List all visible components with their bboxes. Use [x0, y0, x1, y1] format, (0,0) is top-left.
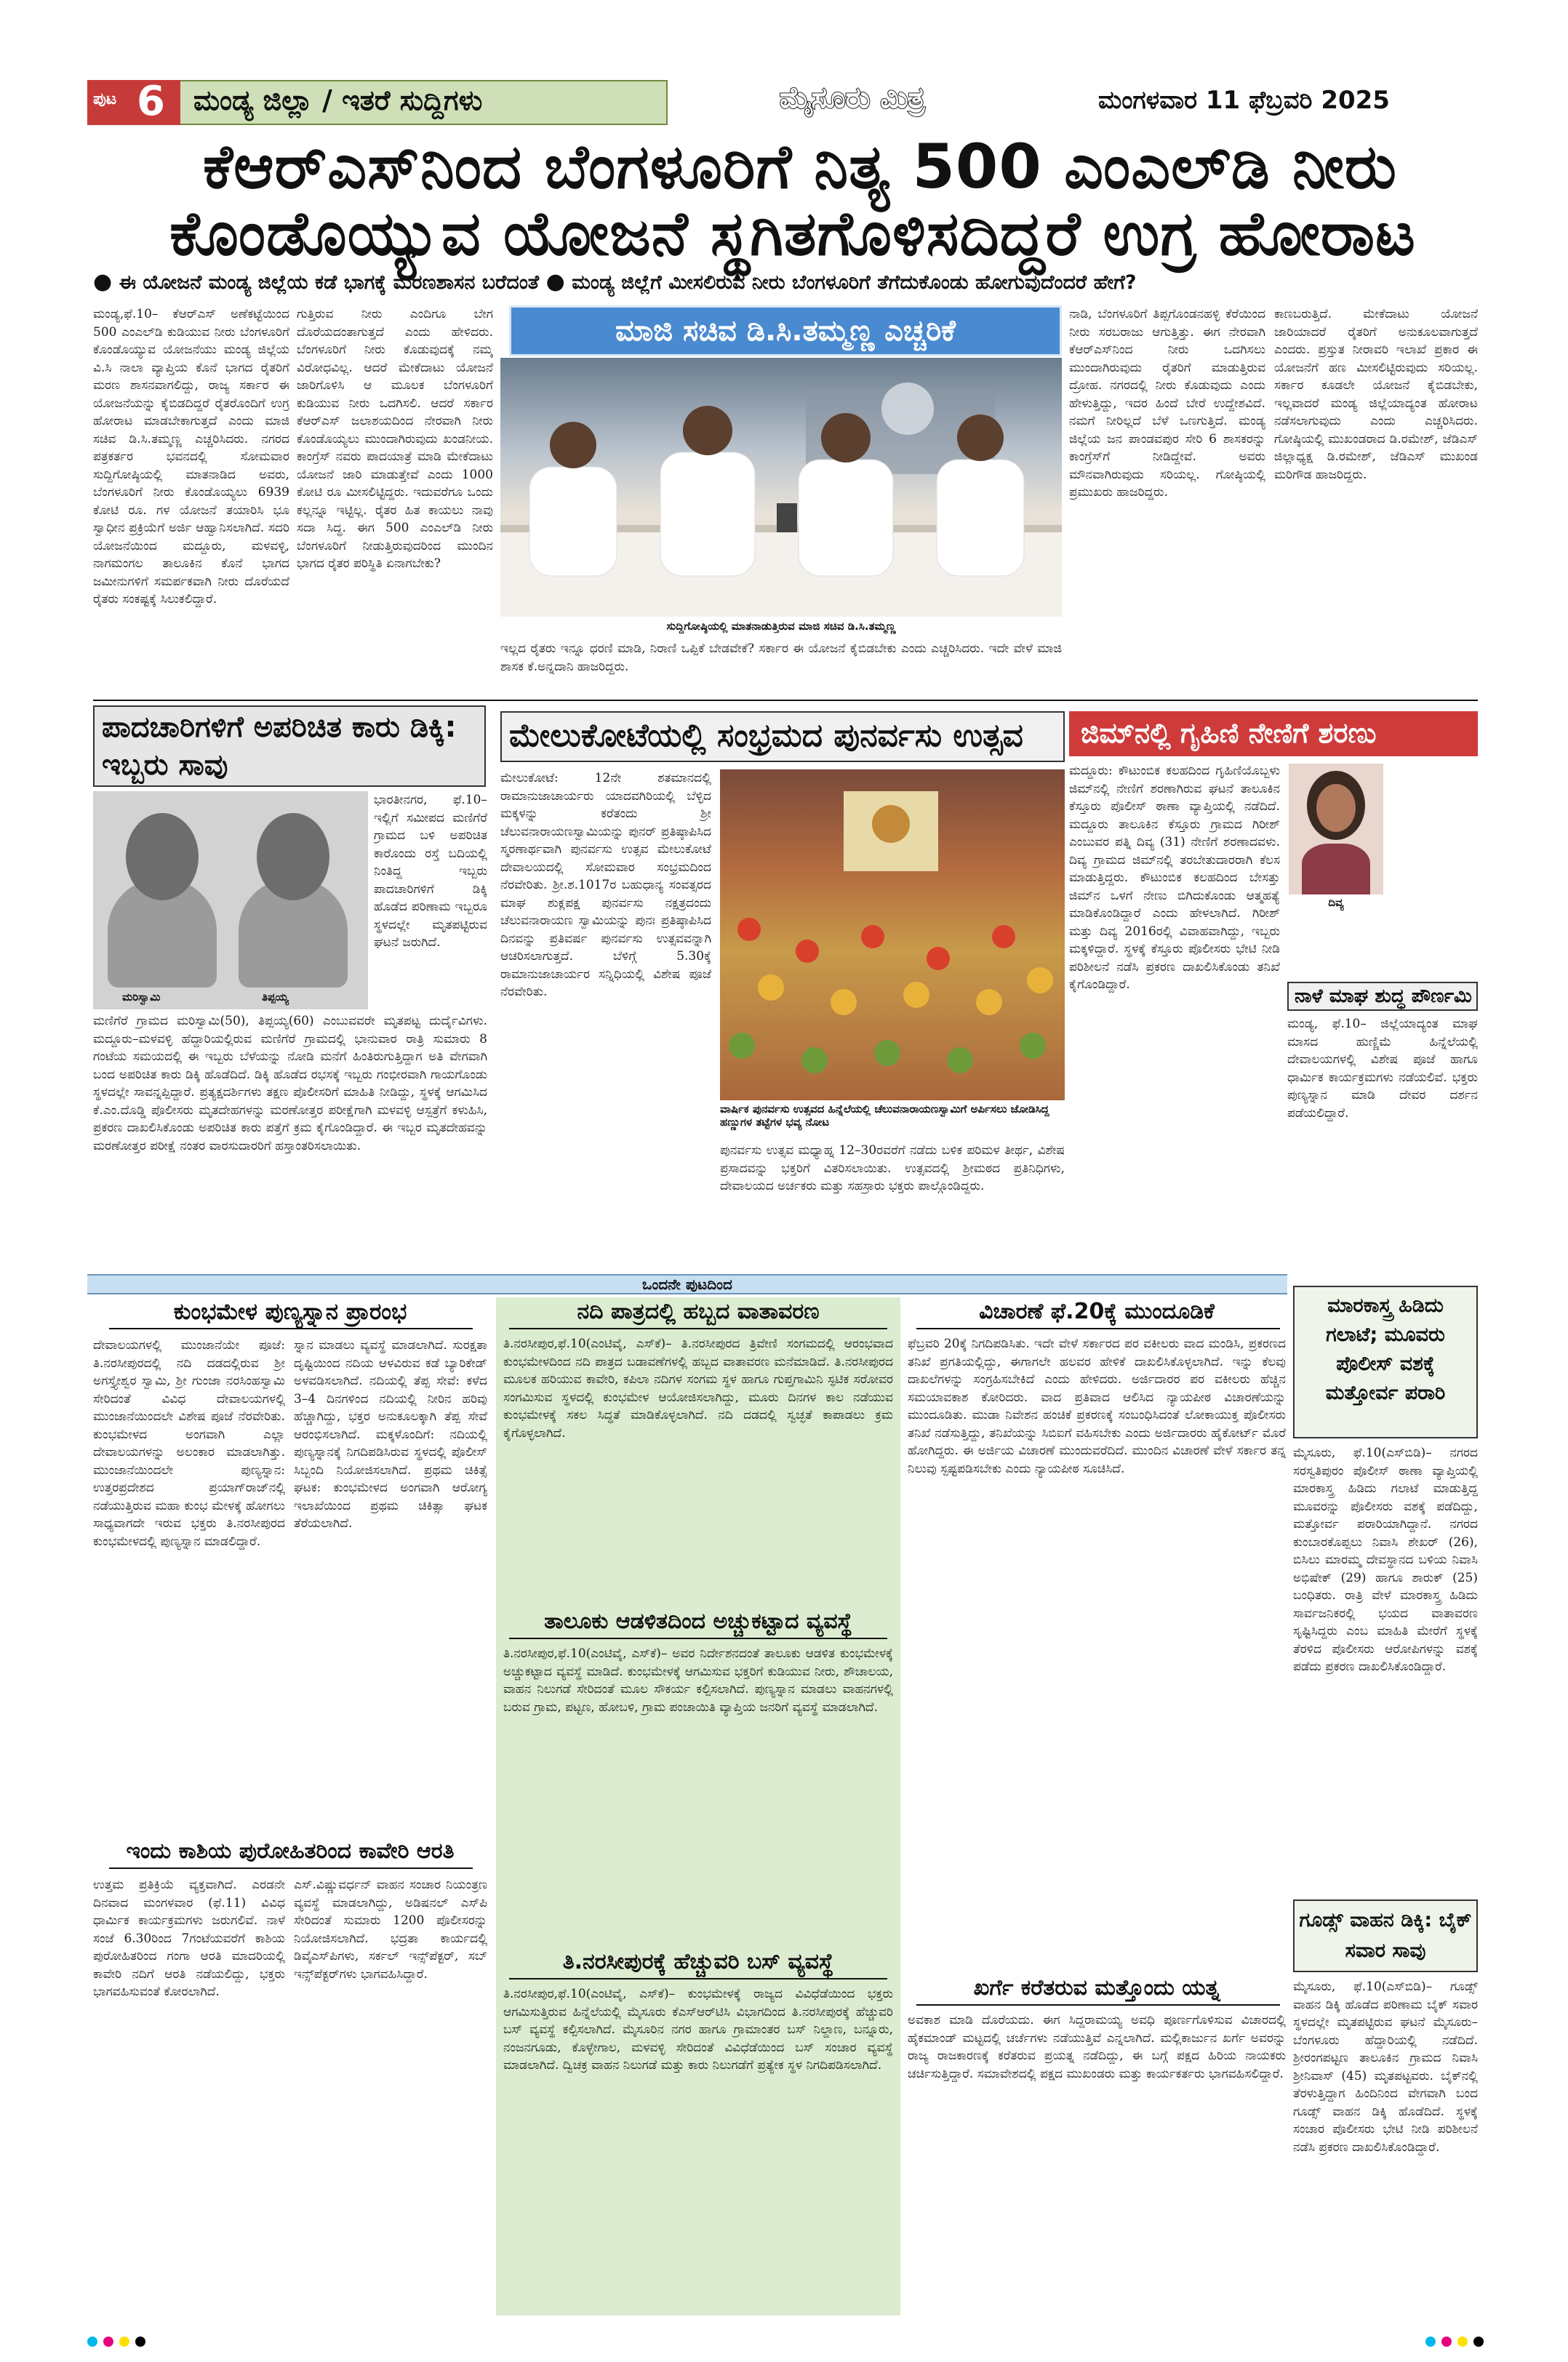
accident-photos — [93, 791, 368, 1009]
registration-dots-left — [87, 2336, 151, 2350]
cyan-dot — [87, 2337, 97, 2347]
melkote-photo-caption: ವಾರ್ಷಿಕ ಪುನರ್ವಸು ಉತ್ಸವದ ಹಿನ್ನೆಲೆಯಲ್ಲಿ ಚೆಲುವನಾರಾಯಣಸ್ವಾಮಿಗೆ ಅರ್ಪಿಸಲು ಜೋಡಿಸಿದ್ದ ಹಣ್ಣುಗಳ ತಟ್ಟೆಗಳ ಭವ್ಯ ನೋಟ — [720, 1102, 1049, 1129]
lead-headline-1: ಕೆಆರ್‌ಎಸ್‌ನಿಂದ ಬೆಂಗಳೂರಿಗೆ ನಿತ್ಯ 500 ಎಂಎಲ್‌ಡಿ ನೀರು — [203, 131, 1397, 202]
river-headline: ನದಿ ಪಾತ್ರದಲ್ಲಿ ಹಬ್ಬದ ವಾತಾವರಣ — [577, 1299, 820, 1324]
rule — [93, 700, 1478, 701]
goods-body: ಮೈಸೂರು, ಫೆ.10(ಎಸ್‌ಬಿಡಿ)– ಗೂಡ್ಸ್ ವಾಹನ ಡಿಕ್ಕಿ ಹೊಡೆದ ಪರಿಣಾಮ ಬೈಕ್ ಸವಾರ ಸ್ಥಳದಲ್ಲೇ ಮೃತಪಟ್ಟಿರುವ ಘಟನೆ ಮೈಸೂರು–ಬೆಂಗಳೂರು ಹೆದ್ದಾರಿಯಲ್ಲಿ ನಡೆದಿದೆ. ಶ್ರೀರಂಗಪಟ್ಟಣ ತಾಲೂಕಿನ ಗ್ರಾಮದ ನಿವಾಸಿ ಶ್ರೀನಿವಾಸ್ (45) ಮೃತಪಟ್ಟವರು. ಬೈಕ್‌ನಲ್ಲಿ ತೆರಳುತ್ತಿದ್ದಾಗ ಹಿಂದಿನಿಂದ ವೇಗವಾಗಿ ಬಂದ ಗೂಡ್ಸ್ ವಾಹನ ಡಿಕ್ಕಿ ಹೊಡೆದಿದೆ. ಸ್ಥಳಕ್ಕೆ ಸಂಚಾರ ಪೊಲೀಸರು ಭೇಟಿ ನೀಡಿ ಪರಿಶೀಲನೆ ನಡೆಸಿ ಪ್ರಕರಣ ದಾಖಲಿಸಿಕೊಂಡಿದ್ದಾರೆ. — [1293, 1979, 1478, 2155]
underline — [509, 1638, 887, 1639]
cyan-dot — [1425, 2337, 1436, 2347]
victim-face-2 — [257, 813, 329, 900]
masthead-logo: ಮೈಸೂರು ಮಿತ್ರ — [780, 81, 925, 115]
black-dot — [1473, 2337, 1484, 2347]
magenta-dot — [1441, 2337, 1452, 2347]
accident-side-text: ಭಾರತೀನಗರ, ಫೆ.10– ಇಲ್ಲಿಗೆ ಸಮೀಪದ ಮಣಿಗೆರೆ ಗ್ರಾಮದ ಬಳಿ ಅಪರಿಚಿತ ಕಾರೊಂದು ರಸ್ತೆ ಬದಿಯಲ್ಲಿ ನಿಂತಿದ್ದ ಇಬ್ಬರು ಪಾದಚಾರಿಗಳಿಗೆ ಡಿಕ್ಕಿ ಹೊಡೆದ ಪರಿಣಾಮ ಇಬ್ಬರೂ ಸ್ಥಳದಲ್ಲೇ ಮೃತಪಟ್ಟಿರುವ ಘಟನೆ ಜರುಗಿದೆ. — [374, 793, 487, 950]
river-body: ತಿ.ನರಸೀಪುರ,ಫೆ.10(ಎಂಟಿವೈ, ಎಸ್‌ಕೆ)– ತಿ.ನರಸೀಪುರದ ತ್ರಿವೇಣಿ ಸಂಗಮದಲ್ಲಿ ಆರಂಭವಾದ ಕುಂಭಮೇಳದಿಂದ ನದಿ ಪಾತ್ರದ ಬಡಾವಣೆಗಳಲ್ಲಿ ಹಬ್ಬದ ವಾತಾವರಣ ಮನೆಮಾಡಿದೆ. ತಿ.ನರಸೀಪುರದ ಮೂಲಕ ಹರಿಯುವ ಕಾವೇರಿ, ಕಪಿಲಾ ನದಿಗಳ ಸಂಗಮ ಸ್ಥಳ ಹಾಗೂ ಗುಪ್ತಗಾಮಿನಿ ಸ್ಫಟಿಕ ಸರೋವರ ಸಂಗಮಿಸುವ ಸ್ಥಳದಲ್ಲಿ ಕುಂಭಮೇಳ ಆಯೋಜಿಸಲಾಗಿದ್ದು, ಮೂರು ದಿನಗಳ ಕಾಲ ನಡೆಯುವ ಕುಂಭಮೇಳಕ್ಕೆ ಸಕಲ ಸಿದ್ಧತೆ ಮಾಡಿಕೊಳ್ಳಲಾಗಿದೆ. ನದಿ ದಡದಲ್ಲಿ ಸ್ವಚ್ಛತೆ ಕಾಪಾಡಲು ಕ್ರಮ ಕೈಗೊಳ್ಳಲಾಗಿದೆ. — [503, 1337, 893, 1441]
victim-name-1: ಮರಿಸ್ವಾಮಿ — [122, 990, 161, 1004]
underline — [916, 1328, 1280, 1329]
underline — [109, 1328, 473, 1329]
taluk-headline: ತಾಲೂಕು ಆಡಳಿತದಿಂದ ಅಚ್ಚುಕಟ್ಟಾದ ವ್ಯವಸ್ಥೆ — [544, 1609, 852, 1634]
gym-headline: ಜಿಮ್‌ನಲ್ಲಿ ಗೃಹಿಣಿ ನೇಣಿಗೆ ಶರಣು — [1069, 711, 1478, 756]
lead-column-4: ಕಾಣಬರುತ್ತಿದೆ. ಮೇಕೆದಾಟು ಯೋಜನೆ ಜಾರಿಯಾದರೆ ರೈತರಿಗೆ ಅನುಕೂಲವಾಗುತ್ತದೆ ಎಂದರು. ಪ್ರಸ್ತುತ ನೀರಾವರಿ ಇಲಾಖೆ ಪ್ರಕಾರ ಈ ಯೋಜನೆಗೆ ಹಣ ಮೀಸಲಿಟ್ಟಿರುವುದು ಸರಿಯಲ್ಲ. ಸರ್ಕಾರ ಕೂಡಲೇ ಯೋಜನೆ ಕೈಬಿಡಬೇಕು, ಇಲ್ಲವಾದರೆ ಮಂಡ್ಯ ಜಿಲ್ಲೆಯಾದ್ಯಂತ ಹೋರಾಟ ನಡೆಸಲಾಗುವುದು ಎಂದು ಎಚ್ಚರಿಸಿದರು. ಗೋಷ್ಠಿಯಲ್ಲಿ ಮುಖಂಡರಾದ ಡಿ.ರಮೇಶ್, ಜೆಡಿಎಸ್ ಜಿಲ್ಲಾಧ್ಯಕ್ಷ ಡಿ.ರಮೇಶ್, ಜೆಡಿಎಸ್ ಮುಖಂಡ ಮರಿಗೌಡ ಹಾಜರಿದ್ದರು. — [1274, 307, 1478, 482]
bus-body: ತಿ.ನರಸೀಪುರ,ಫೆ.10(ಎಂಟಿವೈ, ಎಸ್‌ಕೆ)– ಕುಂಭಮೇಳಕ್ಕೆ ರಾಜ್ಯದ ವಿವಿಧೆಡೆಯಿಂದ ಭಕ್ತರು ಆಗಮಿಸುತ್ತಿರುವ ಹಿನ್ನೆಲೆಯಲ್ಲಿ ಮೈಸೂರು ಕೆಎಸ್‌ಆರ್‌ಟಿಸಿ ವಿಭಾಗದಿಂದ ತಿ.ನರಸೀಪುರಕ್ಕೆ ಹೆಚ್ಚುವರಿ ಬಸ್ ವ್ಯವಸ್ಥೆ ಕಲ್ಪಿಸಲಾಗಿದೆ. ಮೈಸೂರಿನ ನಗರ ಹಾಗೂ ಗ್ರಾಮಾಂತರ ಬಸ್ ನಿಲ್ದಾಣ, ಬನ್ನೂರು, ನಂಜನಗೂಡು, ಕೊಳ್ಳೇಗಾಲ, ಮಳವಳ್ಳಿ ಸೇರಿದಂತೆ ವಿವಿಧೆಡೆಯಿಂದ ಬಸ್ ಸಂಚಾರ ವ್ಯವಸ್ಥೆ ಮಾಡಲಾಗಿದೆ. ದ್ವಿಚಕ್ರ ವಾಹನ ನಿಲುಗಡೆ ಮತ್ತು ಕಾರು ನಿಲುಗಡೆಗೆ ಪ್ರತ್ಯೇಕ ಸ್ಥಳ ನಿಗದಿಪಡಿಸಲಾಗಿದೆ. — [503, 1987, 893, 2073]
continued-band: ಒಂದನೇ ಪುಟದಿಂದ — [87, 1274, 1287, 1294]
gym-photo-name: ದಿವ್ಯ — [1328, 896, 1344, 909]
accident-headline: ಪಾದಚಾರಿಗಳಿಗೆ ಅಪರಿಚಿತ ಕಾರು ಡಿಕ್ಕಿ: ಇಬ್ಬರು ಸಾವು — [93, 705, 486, 787]
melkote-headline: ಮೇಲುಕೋಟೆಯಲ್ಲಿ ಸಂಭ್ರಮದ ಪುನರ್ವಸು ಉತ್ಸವ — [500, 711, 1065, 762]
kumbh-column-1: ದೇವಾಲಯಗಳಲ್ಲಿ ಮುಂಜಾನೆಯೇ ಪೂಜೆ: ತಿ.ನರಸೀಪುರದಲ್ಲಿ ನದಿ ದಡದಲ್ಲಿರುವ ಶ್ರೀ ಅಗಸ್ತ್ಯೇಶ್ವರ ಸ್ವಾಮಿ, ಶ್ರೀ ಗುಂಜಾ ನರಸಿಂಹಸ್ವಾಮಿ ಸೇರಿದಂತೆ ವಿವಿಧ ದೇವಾಲಯಗಳಲ್ಲಿ ಮುಂಜಾನೆಯಿಂದಲೇ ವಿಶೇಷ ಪೂಜೆ ನೆರವೇರಿತು. ಕುಂಭಮೇಳದ ಅಂಗವಾಗಿ ಎಲ್ಲಾ ದೇವಾಲಯಗಳನ್ನು ಅಲಂಕಾರ ಮಾಡಲಾಗಿತ್ತು. ಮುಂಜಾನೆಯಿಂದಲೇ ಪುಣ್ಯಸ್ನಾನ: ಉತ್ತರಪ್ರದೇಶದ ಪ್ರಯಾಗ್‌ರಾಜ್‌ನಲ್ಲಿ ನಡೆಯುತ್ತಿರುವ ಮಹಾ ಕುಂಭ ಮೇಳಕ್ಕೆ ಹೋಗಲು ಸಾಧ್ಯವಾಗದೇ ಇರುವ ಭಕ್ತರು ತಿ.ನರಸೀಪುರದ ಕುಂಭಮೇಳದಲ್ಲಿ ಪುಣ್ಯಸ್ನಾನ ಮಾಡಲಿದ್ದಾರೆ. — [93, 1338, 285, 1549]
page-label: ಪುಟ — [93, 90, 117, 108]
fruit-trays-illustration — [720, 769, 1065, 1100]
underline — [109, 1867, 473, 1869]
press-meet-illustration — [500, 358, 1062, 617]
melkote-left-text: ಮೇಲುಕೋಟೆ: 12ನೇ ಶತಮಾನದಲ್ಲಿ ರಾಮಾನುಜಾಚಾರ್ಯರು ಯಾದವಗಿರಿಯಲ್ಲಿ ಬೆಳ್ಳಿದ ಮಕ್ಕಳನ್ನು ಕರೆತಂದು ಶ್ರೀ ಚೆಲುವನಾರಾಯಣಸ್ವಾಮಿಯನ್ನು ಪುನರ್ ಪ್ರತಿಷ್ಠಾಪಿಸಿದ ಸ್ಮರಣಾರ್ಥವಾಗಿ ಪುನರ್ವಸು ಉತ್ಸವ ಮೇಲುಕೋಟೆ ದೇವಾಲಯದಲ್ಲಿ ಸೋಮವಾರ ಸಂಭ್ರಮದಿಂದ ನೆರವೇರಿತು. ಶ್ರೀ.ಶ.1017ರ ಬಹುಧಾನ್ಯ ಸಂವತ್ಸರದ ಮಾಘ ಶುಕ್ಲಪಕ್ಷ ಪುನರ್ವಸು ನಕ್ಷತ್ರದಂದು ಚೆಲುವನಾರಾಯಣ ಸ್ವಾಮಿಯನ್ನು ಪುನಃ ಪ್ರತಿಷ್ಠಾಪಿಸಿದ ದಿನವನ್ನು ಪ್ರತಿವರ್ಷ ಪುನರ್ವಸು ಉತ್ಸವವನ್ನಾಗಿ ಆಚರಿಸಲಾಗುತ್ತದೆ. ಬೆಳಿಗ್ಗೆ 5.30ಕ್ಕೆ ರಾಮಾನುಜಾಚಾರ್ಯರ ಸನ್ನಿಧಿಯಲ್ಲಿ ವಿಶೇಷ ಪೂಜೆ ನೆರವೇರಿತು. — [500, 771, 711, 999]
kumbh-headline: ಕುಂಭಮೇಳ ಪುಣ್ಯಸ್ನಾನ ಪ್ರಾರಂಭ — [173, 1299, 407, 1325]
face-shape — [1316, 784, 1356, 832]
varanasi-column-1: ಉತ್ತಮ ಪ್ರತಿಕ್ರಿಯೆ ವ್ಯಕ್ತವಾಗಿದೆ. ಎರಡನೇ ದಿನವಾದ ಮಂಗಳವಾರ (ಫೆ.11) ವಿವಿಧ ಧಾರ್ಮಿಕ ಕಾರ್ಯಕ್ರಮಗಳು ಜರುಗಲಿವೆ. ನಾಳೆ ಸಂಜೆ 6.30ರಿಂದ 7ಗಂಟೆಯವರೆಗೆ ಕಾಶಿಯ ಪುರೋಹಿತರಿಂದ ಗಂಗಾ ಆರತಿ ಮಾದರಿಯಲ್ಲಿ ಕಾವೇರಿ ನದಿಗೆ ಆರತಿ ನಡೆಯಲಿದ್ದು, ಭಕ್ತರು ಭಾಗವಹಿಸುವಂತೆ ಕೋರಲಾಗಿದೆ. — [93, 1878, 285, 1999]
pournami-headline: ನಾಳೆ ಮಾಘ ಶುದ್ಧ ಪೌರ್ಣಮಿ — [1287, 982, 1478, 1011]
varanasi-headline: ಇಂದು ಕಾಶಿಯ ಪುರೋಹಿತರಿಂದ ಕಾವೇರಿ ಆರತಿ — [126, 1838, 455, 1864]
lead-column-3: ನಾಡಿ, ಬೆಂಗಳೂರಿಗೆ ತಿಪ್ಪಗೊಂಡನಹಳ್ಳಿ ಕೆರೆಯಿಂದ ನೀರು ಸರಬರಾಜು ಆಗುತ್ತಿತ್ತು. ಈಗ ನೇರವಾಗಿ ಕೆಆರ್‌ಎಸ್‌ನಿಂದ ನೀರು ಒದಗಿಸಲು ಮುಂದಾಗಿರುವುದು ರೈತರಿಗೆ ಮಾಡುತ್ತಿರುವ ದ್ರೋಹ. ನಗರದಲ್ಲಿ ನೀರು ಕೊಡುವುದು ಎಂದು ಹೇಳುತ್ತಿದ್ದು, ಇದರ ಹಿಂದೆ ಬೇರೆ ಉದ್ದೇಶವಿದೆ. ನಮಗೆ ನೀರಿಲ್ಲದೆ ಬೆಳೆ ಒಣಗುತ್ತಿದೆ. ಮಂಡ್ಯ ಜಿಲ್ಲೆಯ ಜನ ಪಾಂಡವಪುರ ಸೇರಿ 6 ಶಾಸಕರನ್ನು ಕಾಂಗ್ರೆಸ್‌ಗೆ ನೀಡಿದ್ದೇವೆ. ಅವರು ಮೌನವಾಗಿರುವುದು ಸರಿಯಲ್ಲ. ಗೋಷ್ಠಿಯಲ್ಲಿ ಪ್ರಮುಖರು ಹಾಜರಿದ್ದರು. — [1069, 307, 1265, 500]
victim-face-1 — [126, 813, 199, 900]
yellow-dot — [1457, 2337, 1468, 2347]
section-title: ಮಂಡ್ಯ ಜಿಲ್ಲಾ / ಇತರೆ ಸುದ್ದಿಗಳು — [193, 84, 483, 116]
police-body: ಮೈಸೂರು, ಫೆ.10(ಎಸ್‌ಬಿಡಿ)– ನಗರದ ಸರಸ್ವತಿಪುರಂ ಪೊಲೀಸ್ ಠಾಣಾ ವ್ಯಾಪ್ತಿಯಲ್ಲಿ ಮಾರಕಾಸ್ತ್ರ ಹಿಡಿದು ಗಲಾಟೆ ಮಾಡುತ್ತಿದ್ದ ಮೂವರನ್ನು ಪೊಲೀಸರು ವಶಕ್ಕೆ ಪಡೆದಿದ್ದು, ಮತ್ತೋರ್ವ ಪರಾರಿಯಾಗಿದ್ದಾನೆ. ನಗರದ ಕುಂಬಾರಕೊಪ್ಪಲು ನಿವಾಸಿ ಶೇಖರ್ (26), ಬಿಸಿಲು ಮಾರಮ್ಮ ದೇವಸ್ಥಾನದ ಬಳಿಯ ನಿವಾಸಿ ಅಭಿಷೇಕ್ (29) ಹಾಗೂ ಶಾರುಕ್ (25) ಬಂಧಿತರು. ರಾತ್ರಿ ವೇಳೆ ಮಾರಕಾಸ್ತ್ರ ಹಿಡಿದು ಸಾರ್ವಜನಿಕರಲ್ಲಿ ಭಯದ ವಾತಾವರಣ ಸೃಷ್ಟಿಸಿದ್ದರು ಎಂಬ ಮಾಹಿತಿ ಮೇರೆಗೆ ಸ್ಥಳಕ್ಕೆ ತೆರಳಿದ ಪೊಲೀಸರು ಆರೋಪಿಗಳನ್ನು ವಶಕ್ಕೆ ಪಡೆದು ಪ್ರಕರಣ ದಾಖಲಿಸಿಕೊಂಡಿದ್ದಾರೆ. — [1293, 1446, 1478, 1674]
lead-under-photo-text: ಇಲ್ಲದ ರೈತರು ಇನ್ನೂ ಧರಣಿ ಮಾಡಿ, ನಿರಾಣಿ ಒಪ್ಪಿಕೆ ಬೇಡವೇಕೆ? ಸರ್ಕಾರ ಈ ಯೋಜನೆ ಕೈಬಿಡಬೇಕು ಎಂದು ಎಚ್ಚರಿಸಿದರು. ಇದೇ ವೇಳೆ ಮಾಜಿ ಶಾಸಕ ಕೆ.ಅನ್ನದಾನಿ ಹಾಜರಿದ್ದರು. — [500, 641, 1062, 674]
magenta-dot — [103, 2337, 113, 2347]
goods-headline: ಗೂಡ್ಸ್ ವಾಹನ ಡಿಕ್ಕಿ: ಬೈಕ್ ಸವಾರ ಸಾವು — [1293, 1899, 1478, 1972]
accident-body: ಮಣಿಗೆರೆ ಗ್ರಾಮದ ಮರಿಸ್ವಾಮಿ(50), ತಿಪ್ಪಯ್ಯ(60) ಎಂಬುವವರೇ ಮೃತಪಟ್ಟ ದುರ್ದೈವಿಗಳು. ಮದ್ದೂರು–ಮಳವಳ್ಳಿ ಹೆದ್ದಾರಿಯಲ್ಲಿರುವ ಮಣಿಗೆರೆ ಗ್ರಾಮದಲ್ಲಿ ಭಾನುವಾರ ರಾತ್ರಿ ಸುಮಾರು 8 ಗಂಟೆಯ ಸಮಯದಲ್ಲಿ ಈ ಇಬ್ಬರು ಬೆಳೆಯನ್ನು ನೋಡಿ ಮನೆಗೆ ಹಿಂತಿರುಗುತ್ತಿದ್ದಾಗ ಅತಿ ವೇಗವಾಗಿ ಬಂದ ಅಪರಿಚಿತ ಕಾರು ಡಿಕ್ಕಿ ಹೊಡೆದಿದೆ. ಡಿಕ್ಕಿ ಹೊಡೆದ ರಭಸಕ್ಕೆ ಇಬ್ಬರು ಗಂಭೀರವಾಗಿ ಗಾಯಗೊಂಡು ಸ್ಥಳದಲ್ಲೇ ಸಾವನ್ನಪ್ಪಿದ್ದಾರೆ. ಪ್ರತ್ಯಕ್ಷದರ್ಶಿಗಳು ತಕ್ಷಣ ಪೊಲೀಸರಿಗೆ ಮಾಹಿತಿ ನೀಡಿದ್ದು, ಸ್ಥಳಕ್ಕೆ ಆಗಮಿಸಿದ ಕೆ.ಎಂ.ದೊಡ್ಡಿ ಪೊಲೀಸರು ಮೃತದೇಹಗಳನ್ನು ಮರಣೋತ್ತರ ಪರೀಕ್ಷೆಗಾಗಿ ಮಳವಳ್ಳಿ ಆಸ್ಪತ್ರೆಗೆ ಕಳುಹಿಸಿ, ಪ್ರಕರಣ ದಾಖಲಿಸಿಕೊಂಡು ಅಪರಿಚಿತ ಕಾರು ಪತ್ತೆಗೆ ಕ್ರಮ ಕೈಗೊಂಡಿದ್ದಾರೆ. ಈ ಇಬ್ಬರ ಮೃತದೇಹವನ್ನು ಮರಣೋತ್ತರ ಪರೀಕ್ಷೆ ನಂತರ ವಾರಸುದಾರರಿಗೆ ಹಸ್ತಾಂತರಿಸಲಾಯಿತು. — [93, 1014, 487, 1153]
registration-dots-right — [1425, 2336, 1489, 2350]
kharge-headline: ಖರ್ಗೆ ಕರೆತರುವ ಮತ್ತೊಂದು ಯತ್ನ — [973, 1975, 1220, 2001]
lead-bullet-1: ಈ ಯೋಜನೆ ಮಂಡ್ಯ ಜಿಲ್ಲೆಯ ಕಡೆ ಭಾಗಕ್ಕೆ ಮರಣಶಾಸನ ಬರೆದಂತೆ — [119, 271, 540, 294]
pournami-body: ಮಂಡ್ಯ, ಫೆ.10– ಜಿಲ್ಲೆಯಾದ್ಯಂತ ಮಾಘ ಮಾಸದ ಹುಣ್ಣಿಮೆ ಹಿನ್ನೆಲೆಯಲ್ಲಿ ದೇವಾಲಯಗಳಲ್ಲಿ ವಿಶೇಷ ಪೂಜೆ ಹಾಗೂ ಧಾರ್ಮಿಕ ಕಾರ್ಯಕ್ರಮಗಳು ನಡೆಯಲಿವೆ. ಭಕ್ತರು ಪುಣ್ಯಸ್ನಾನ ಮಾಡಿ ದೇವರ ದರ್ಶನ ಪಡೆಯಲಿದ್ದಾರೆ. — [1287, 1017, 1478, 1121]
lead-column-2: ಗುತ್ತಿರುವ ನೀರು ಎಂದಿಗೂ ಬೇಗ ದೊರೆಯದಂತಾಗುತ್ತದೆ ಎಂದು ಹೇಳಿದರು. ಬೆಂಗಳೂರಿಗೆ ನೀರು ಕೊಡುವುದಕ್ಕೆ ನಮ್ಮ ವಿರೋಧವಿಲ್ಲ. ಆದರೆ ಮೇಕೆದಾಟು ಯೋಜನೆ ಜಾರಿಗೊಳಿಸಿ ಆ ಮೂಲಕ ಬೆಂಗಳೂರಿಗೆ ಕುಡಿಯುವ ನೀರು ಒದಗಿಸಲಿ. ಆದರೆ ಸರ್ಕಾರ ಕೆಆರ್‌ಎಸ್ ಜಲಾಶಯದಿಂದ ನೇರವಾಗಿ ನೀರು ಕೊಂಡೊಯ್ಯಲು ಮುಂದಾಗಿರುವುದು ಖಂಡನೀಯ. ಕಾಂಗ್ರೆಸ್ ನವರು ಪಾದಯಾತ್ರೆ ಮಾಡಿ ಮೇಕೆದಾಟು ಯೋಜನೆ ಜಾರಿ ಮಾಡುತ್ತೇವೆ ಎಂದು 1000 ಕೋಟಿ ರೂ ಮೀಸಲಿಟ್ಟಿದ್ದರು. ಇದುವರೆಗೂ ಒಂದು ಕಲ್ಲನ್ನೂ ಇಟ್ಟಿಲ್ಲ. ರೈತರ ಹಿತ ಕಾಯಲು ನಾವು ಸದಾ ಸಿದ್ಧ. ಈಗ 500 ಎಂಎಲ್‌ಡಿ ನೀರು ಬೆಂಗಳೂರಿಗೆ ನೀಡುತ್ತಿರುವುದರಿಂದ ಮುಂದಿನ ಭಾಗದ ರೈತರ ಪರಿಸ್ಥಿತಿ ಏನಾಗಬೇಕು? — [297, 307, 493, 571]
taluk-body: ತಿ.ನರಸೀಪುರ,ಫೆ.10(ಎಂಟಿವೈ, ಎಸ್‌ಕೆ)– ಅವರ ನಿರ್ದೇಶನದಂತೆ ತಾಲೂಕು ಆಡಳಿತ ಕುಂಭಮೇಳಕ್ಕೆ ಅಚ್ಚುಕಟ್ಟಾದ ವ್ಯವಸ್ಥೆ ಮಾಡಿದೆ. ಕುಂಭಮೇಳಕ್ಕೆ ಆಗಮಿಸುವ ಭಕ್ತರಿಗೆ ಕುಡಿಯುವ ನೀರು, ಶೌಚಾಲಯ, ವಾಹನ ನಿಲುಗಡೆ ಸೇರಿದಂತೆ ಮೂಲ ಸೌಕರ್ಯ ಕಲ್ಪಿಸಲಾಗಿದೆ. ಪುಣ್ಯಸ್ನಾನ ಮಾಡಲು ವಾಹನಗಳಲ್ಲಿ ಬರುವ ಗ್ರಾಮ, ಪಟ್ಟಣ, ಹೋಬಳಿ, ಗ್ರಾಮ ಪಂಚಾಯಿತಿ ವ್ಯಾಪ್ತಿಯ ಜನರಿಗೆ ವ್ಯವಸ್ಥೆ ಮಾಡಲಾಗಿದೆ. — [503, 1646, 893, 1715]
kumbh-column-2: ಸ್ನಾನ ಮಾಡಲು ವ್ಯವಸ್ಥೆ ಮಾಡಲಾಗಿದೆ. ಸುರಕ್ಷತಾ ದೃಷ್ಟಿಯಿಂದ ನದಿಯ ಆಳವಿರುವ ಕಡೆ ಬ್ಯಾರಿಕೇಡ್ ಅಳವಡಿಸಲಾಗಿದೆ. ನದಿಯಲ್ಲಿ ತೆಪ್ಪ ಸೇವೆ: ಕಳೆದ 3–4 ದಿನಗಳಿಂದ ನದಿಯಲ್ಲಿ ನೀರಿನ ಹರಿವು ಹೆಚ್ಚಾಗಿದ್ದು, ಭಕ್ತರ ಅನುಕೂಲಕ್ಕಾಗಿ ತೆಪ್ಪ ಸೇವೆ ಆರಂಭಿಸಲಾಗಿದೆ. ಮಕ್ಕಳೊಂದಿಗೆ: ನದಿಯಲ್ಲಿ ಪುಣ್ಯಸ್ನಾನಕ್ಕೆ ನಿಗದಿಪಡಿಸಿರುವ ಸ್ಥಳದಲ್ಲಿ ಪೊಲೀಸ್ ಸಿಬ್ಬಂದಿ ನಿಯೋಜಿಸಲಾಗಿದೆ. ಪ್ರಥಮ ಚಿಕಿತ್ಸೆ ಘಟಕ: ಕುಂಭಮೇಳದ ಅಂಗವಾಗಿ ಆರೋಗ್ಯ ಇಲಾಖೆಯಿಂದ ಪ್ರಥಮ ಚಿಕಿತ್ಸಾ ಘಟಕ ತೆರೆಯಲಾಗಿದೆ. — [294, 1338, 487, 1531]
underline — [916, 2004, 1280, 2006]
dateline: ಮಂಗಳವಾರ 11 ಫೆಬ್ರವರಿ 2025 — [1098, 86, 1390, 115]
lead-photo-caption: ಸುದ್ದಿಗೋಷ್ಠಿಯಲ್ಲಿ ಮಾತನಾಡುತ್ತಿರುವ ಮಾಜಿ ಸಚಿವ ಡಿ.ಸಿ.ತಮ್ಮಣ್ಣ — [666, 620, 896, 633]
melkote-right-text: ಪುನರ್ವಸು ಉತ್ಸವ ಮಧ್ಯಾಹ್ನ 12–30ರವರೆಗೆ ನಡೆದು ಬಳಿಕ ಪರಿಮಳ ತೀರ್ಥ, ವಿಶೇಷ ಪ್ರಸಾದವನ್ನು ಭಕ್ತರಿಗೆ ವಿತರಿಸಲಾಯಿತು. ಉತ್ಸವದಲ್ಲಿ ಶ್ರೀಮಠದ ಪ್ರತಿನಿಧಿಗಳು, ದೇವಾಲಯದ ಅರ್ಚಕರು ಮತ್ತು ಸಹಸ್ರಾರು ಭಕ್ತರು ಪಾಲ್ಗೊಂಡಿದ್ದರು. — [720, 1143, 1065, 1193]
inquiry-body: ಫೆಬ್ರವರಿ 20ಕ್ಕೆ ನಿಗದಿಪಡಿಸಿತು. ಇದೇ ವೇಳೆ ಸರ್ಕಾರದ ಪರ ವಕೀಲರು ವಾದ ಮಂಡಿಸಿ, ಪ್ರಕರಣದ ತನಿಖೆ ಪ್ರಗತಿಯಲ್ಲಿದ್ದು, ಈಗಾಗಲೇ ಹಲವರ ಹೇಳಿಕೆ ದಾಖಲಿಸಿಕೊಳ್ಳಲಾಗಿದೆ. ಇನ್ನು ಕೆಲವು ದಾಖಲೆಗಳನ್ನು ಸಂಗ್ರಹಿಸಬೇಕಿದೆ ಎಂದು ಹೇಳಿದರು. ಅರ್ಜಿದಾರರ ಪರ ವಕೀಲರು ಹೆಚ್ಚಿನ ಸಮಯಾವಕಾಶ ಕೋರಿದರು. ವಾದ ಪ್ರತಿವಾದ ಆಲಿಸಿದ ನ್ಯಾಯಪೀಠ ವಿಚಾರಣೆಯನ್ನು ಮುಂದೂಡಿತು. ಮುಡಾ ನಿವೇಶನ ಹಂಚಿಕೆ ಪ್ರಕರಣಕ್ಕೆ ಸಂಬಂಧಿಸಿದಂತೆ ಲೋಕಾಯುಕ್ತ ಪೊಲೀಸರು ತನಿಖೆ ನಡೆಸುತ್ತಿದ್ದು, ತನಿಖೆಯನ್ನು ಸಿಬಿಐಗೆ ವಹಿಸಬೇಕು ಎಂದು ಅರ್ಜಿದಾರರು ಹೈಕೋರ್ಟ್ ಮೊರೆ ಹೋಗಿದ್ದರು. ಈ ಅರ್ಜಿಯ ವಿಚಾರಣೆ ಮುಂದುವರೆದಿದೆ. ಮುಂದಿನ ವಿಚಾರಣೆ ವೇಳೆ ಸರ್ಕಾರ ತನ್ನ ನಿಲುವು ಸ್ಪಷ್ಟಪಡಿಸಬೇಕು ಎಂದು ನ್ಯಾಯಪೀಠ ಸೂಚಿಸಿದೆ. — [908, 1337, 1286, 1476]
bus-headline: ತಿ.ನರಸೀಪುರಕ್ಕೆ ಹೆಚ್ಚುವರಿ ಬಸ್ ವ್ಯವಸ್ಥೆ — [562, 1949, 834, 1974]
black-dot — [135, 2337, 145, 2347]
bullet-icon: ● — [545, 269, 565, 295]
kharge-body: ಅವಕಾಶ ಮಾಡಿ ದೊರೆಯದು. ಈಗ ಸಿದ್ದರಾಮಯ್ಯ ಅವಧಿ ಪೂರ್ಣಗೊಳಿಸುವ ವಿಚಾರದಲ್ಲಿ ಹೈಕಮಾಂಡ್ ಮಟ್ಟದಲ್ಲಿ ಚರ್ಚೆಗಳು ನಡೆಯುತ್ತಿವೆ ಎನ್ನಲಾಗಿದೆ. ಮಲ್ಲಿಕಾರ್ಜುನ ಖರ್ಗೆ ಅವರನ್ನು ರಾಜ್ಯ ರಾಜಕಾರಣಕ್ಕೆ ಕರೆತರುವ ಪ್ರಯತ್ನ ನಡೆದಿದ್ದು, ಈ ಬಗ್ಗೆ ಪಕ್ಷದ ಹಿರಿಯ ನಾಯಕರು ಚರ್ಚಿಸುತ್ತಿದ್ದಾರೆ. ಸಮಾವೇಶದಲ್ಲಿ ಪಕ್ಷದ ಮುಖಂಡರು ಮತ್ತು ಕಾರ್ಯಕರ್ತರು ಭಾಗವಹಿಸಲಿದ್ದಾರೆ. — [908, 2013, 1286, 2081]
underline — [509, 1978, 887, 1979]
inquiry-headline: ವಿಚಾರಣೆ ಫೆ.20ಕ್ಕೆ ಮುಂದೂಡಿಕೆ — [979, 1299, 1215, 1324]
page-number: 6 — [137, 78, 165, 125]
underline — [509, 1328, 887, 1329]
lead-headline-2: ಕೊಂಡೊಯ್ಯುವ ಯೋಜನೆ ಸ್ಥಗಿತಗೊಳಿಸದಿದ್ದರೆ ಉಗ್ರ ಹೋರಾಟ — [169, 198, 1416, 269]
photo-banner: ಮಾಜಿ ಸಚಿವ ಡಿ.ಸಿ.ತಮ್ಮಣ್ಣ ಎಚ್ಚರಿಕೆ — [509, 305, 1062, 356]
varanasi-column-2: ಎಸ್.ವಿಷ್ಣುವರ್ಧನ್ ವಾಹನ ಸಂಚಾರ ನಿಯಂತ್ರಣ ವ್ಯವಸ್ಥೆ ಮಾಡಲಾಗಿದ್ದು, ಅಡಿಷನಲ್ ಎಸ್‌ಪಿ ಸೇರಿದಂತೆ ಸುಮಾರು 1200 ಪೊಲೀಸರನ್ನು ನಿಯೋಜಿಸಲಾಗಿದೆ. ಭದ್ರತಾ ಕಾರ್ಯದಲ್ಲಿ ಡಿವೈಎಸ್‌ಪಿಗಳು, ಸರ್ಕಲ್ ಇನ್ಸ್‌ಪೆಕ್ಟರ್, ಸಬ್ ಇನ್ಸ್‌ಪೆಕ್ಟರ್‌ಗಳು ಭಾಗವಹಿಸಿದ್ದಾರೆ. — [294, 1878, 487, 1982]
gym-victim-photo — [1289, 764, 1383, 894]
body-shape — [1302, 844, 1370, 894]
lead-bullet-2: ಮಂಡ್ಯ ಜಿಲ್ಲೆಗೆ ಮೀಸಲಿರುವ ನೀರು ಬೆಂಗಳೂರಿಗೆ ತೆಗೆದುಕೊಂಡು ಹೋಗುವುದೆಂದರೆ ಹೇಗೆ? — [572, 271, 1137, 294]
lead-column-1: ಮಂಡ್ಯ,ಫೆ.10– ಕೆಆರ್‌ಎಸ್ ಅಣೆಕಟ್ಟೆಯಿಂದ 500 ಎಂಎಲ್‌ಡಿ ಕುಡಿಯುವ ನೀರು ಬೆಂಗಳೂರಿಗೆ ಕೊಂಡೊಯ್ಯುವ ಯೋಜನೆಯು ಮಂಡ್ಯ ಜಿಲ್ಲೆಯ ವಿ.ಸಿ ನಾಲಾ ವ್ಯಾಪ್ತಿಯ ಕೊನೆ ಭಾಗದ ರೈತರಿಗೆ ಮರಣ ಶಾಸನವಾಗಲಿದ್ದು, ರಾಜ್ಯ ಸರ್ಕಾರ ಈ ಯೋಜನೆಯನ್ನು ಕೈಬಿಡದಿದ್ದರೆ ರೈತರೊಂದಿಗೆ ಉಗ್ರ ಹೋರಾಟ ಮಾಡಬೇಕಾಗುತ್ತದೆ ಎಂದು ಮಾಜಿ ಸಚಿವ ಡಿ.ಸಿ.ತಮ್ಮಣ್ಣ ಎಚ್ಚರಿಸಿದರು. ನಗರದ ಪತ್ರಕರ್ತರ ಭವನದಲ್ಲಿ ಸೋಮವಾರ ಸುದ್ದಿಗೋಷ್ಠಿಯಲ್ಲಿ ಮಾತನಾಡಿದ ಅವರು, ಬೆಂಗಳೂರಿಗೆ ನೀರು ಕೊಂಡೊಯ್ಯಲು 6939 ಕೋಟಿ ರೂ. ಗಳ ಯೋಜನೆ ತಯಾರಿಸಿ ಭೂ ಸ್ವಾಧೀನ ಪ್ರಕ್ರಿಯೆಗೆ ಅರ್ಜಿ ಆಹ್ವಾನಿಸಲಾಗಿದೆ. ಸದರಿ ಯೋಜನೆಯಿಂದ ಮದ್ದೂರು, ಮಳವಳ್ಳಿ, ನಾಗಮಂಗಲ ತಾಲೂಕಿನ ಕೊನೆ ಭಾಗದ ಜಮೀನುಗಳಿಗೆ ಸಮರ್ಪಕವಾಗಿ ನೀರು ದೊರೆಯದೆ ರೈತರು ಸಂಕಷ್ಟಕ್ಕೆ ಸಿಲುಕಲಿದ್ದಾರೆ. — [93, 307, 289, 606]
gym-body: ಮದ್ದೂರು: ಕೌಟುಂಬಿಕ ಕಲಹದಿಂದ ಗೃಹಿಣಿಯೊಬ್ಬಳು ಜಿಮ್‌ನಲ್ಲಿ ನೇಣಿಗೆ ಶರಣಾಗಿರುವ ಘಟನೆ ತಾಲೂಕಿನ ಕೆಸ್ತೂರು ಪೊಲೀಸ್ ಠಾಣಾ ವ್ಯಾಪ್ತಿಯಲ್ಲಿ ನಡೆದಿದೆ. ಮದ್ದೂರು ತಾಲೂಕಿನ ಕೆಸ್ತೂರು ಗ್ರಾಮದ ಗಿರೀಶ್ ಎಂಬುವರ ಪತ್ನಿ ದಿವ್ಯ (31) ನೇಣಿಗೆ ಶರಣಾದವಳು. ದಿವ್ಯ ಗ್ರಾಮದ ಜಿಮ್‌ನಲ್ಲಿ ತರಬೇತುದಾರರಾಗಿ ಕೆಲಸ ಮಾಡುತ್ತಿದ್ದರು. ಕೌಟುಂಬಿಕ ಕಲಹದಿಂದ ಬೇಸತ್ತು ಜಿಮ್‌ನ ಒಳಗೆ ನೇಣು ಬಿಗಿದುಕೊಂಡು ಆತ್ಮಹತ್ಯೆ ಮಾಡಿಕೊಂಡಿದ್ದಾರೆ ಎಂದು ಹೇಳಲಾಗಿದೆ. ಗಿರೀಶ್ ಮತ್ತು ದಿವ್ಯ 2016ರಲ್ಲಿ ವಿವಾಹವಾಗಿದ್ದು, ಇಬ್ಬರು ಮಕ್ಕಳಿದ್ದಾರೆ. ಸ್ಥಳಕ್ಕೆ ಕೆಸ್ತೂರು ಪೊಲೀಸರು ಭೇಟಿ ನೀಡಿ ಪರಿಶೀಲನೆ ನಡೆಸಿ ಪ್ರಕರಣ ದಾಖಲಿಸಿಕೊಂಡು ತನಿಖೆ ಕೈಗೊಂಡಿದ್ದಾರೆ. — [1069, 764, 1280, 992]
yellow-dot — [119, 2337, 129, 2347]
lead-bullets — [93, 269, 1137, 295]
police-headline: ಮಾರಕಾಸ್ತ್ರ ಹಿಡಿದು ಗಲಾಟೆ; ಮೂವರು ಪೊಲೀಸ್ ವಶಕ್ಕೆ ಮತ್ತೋರ್ವ ಪರಾರಿ — [1293, 1286, 1478, 1438]
press-meet-photo — [500, 358, 1062, 617]
melkote-fruit-photo — [720, 769, 1065, 1100]
bullet-icon: ● — [93, 269, 113, 295]
victim-name-2: ತಿಪ್ಪಯ್ಯ — [262, 990, 289, 1004]
